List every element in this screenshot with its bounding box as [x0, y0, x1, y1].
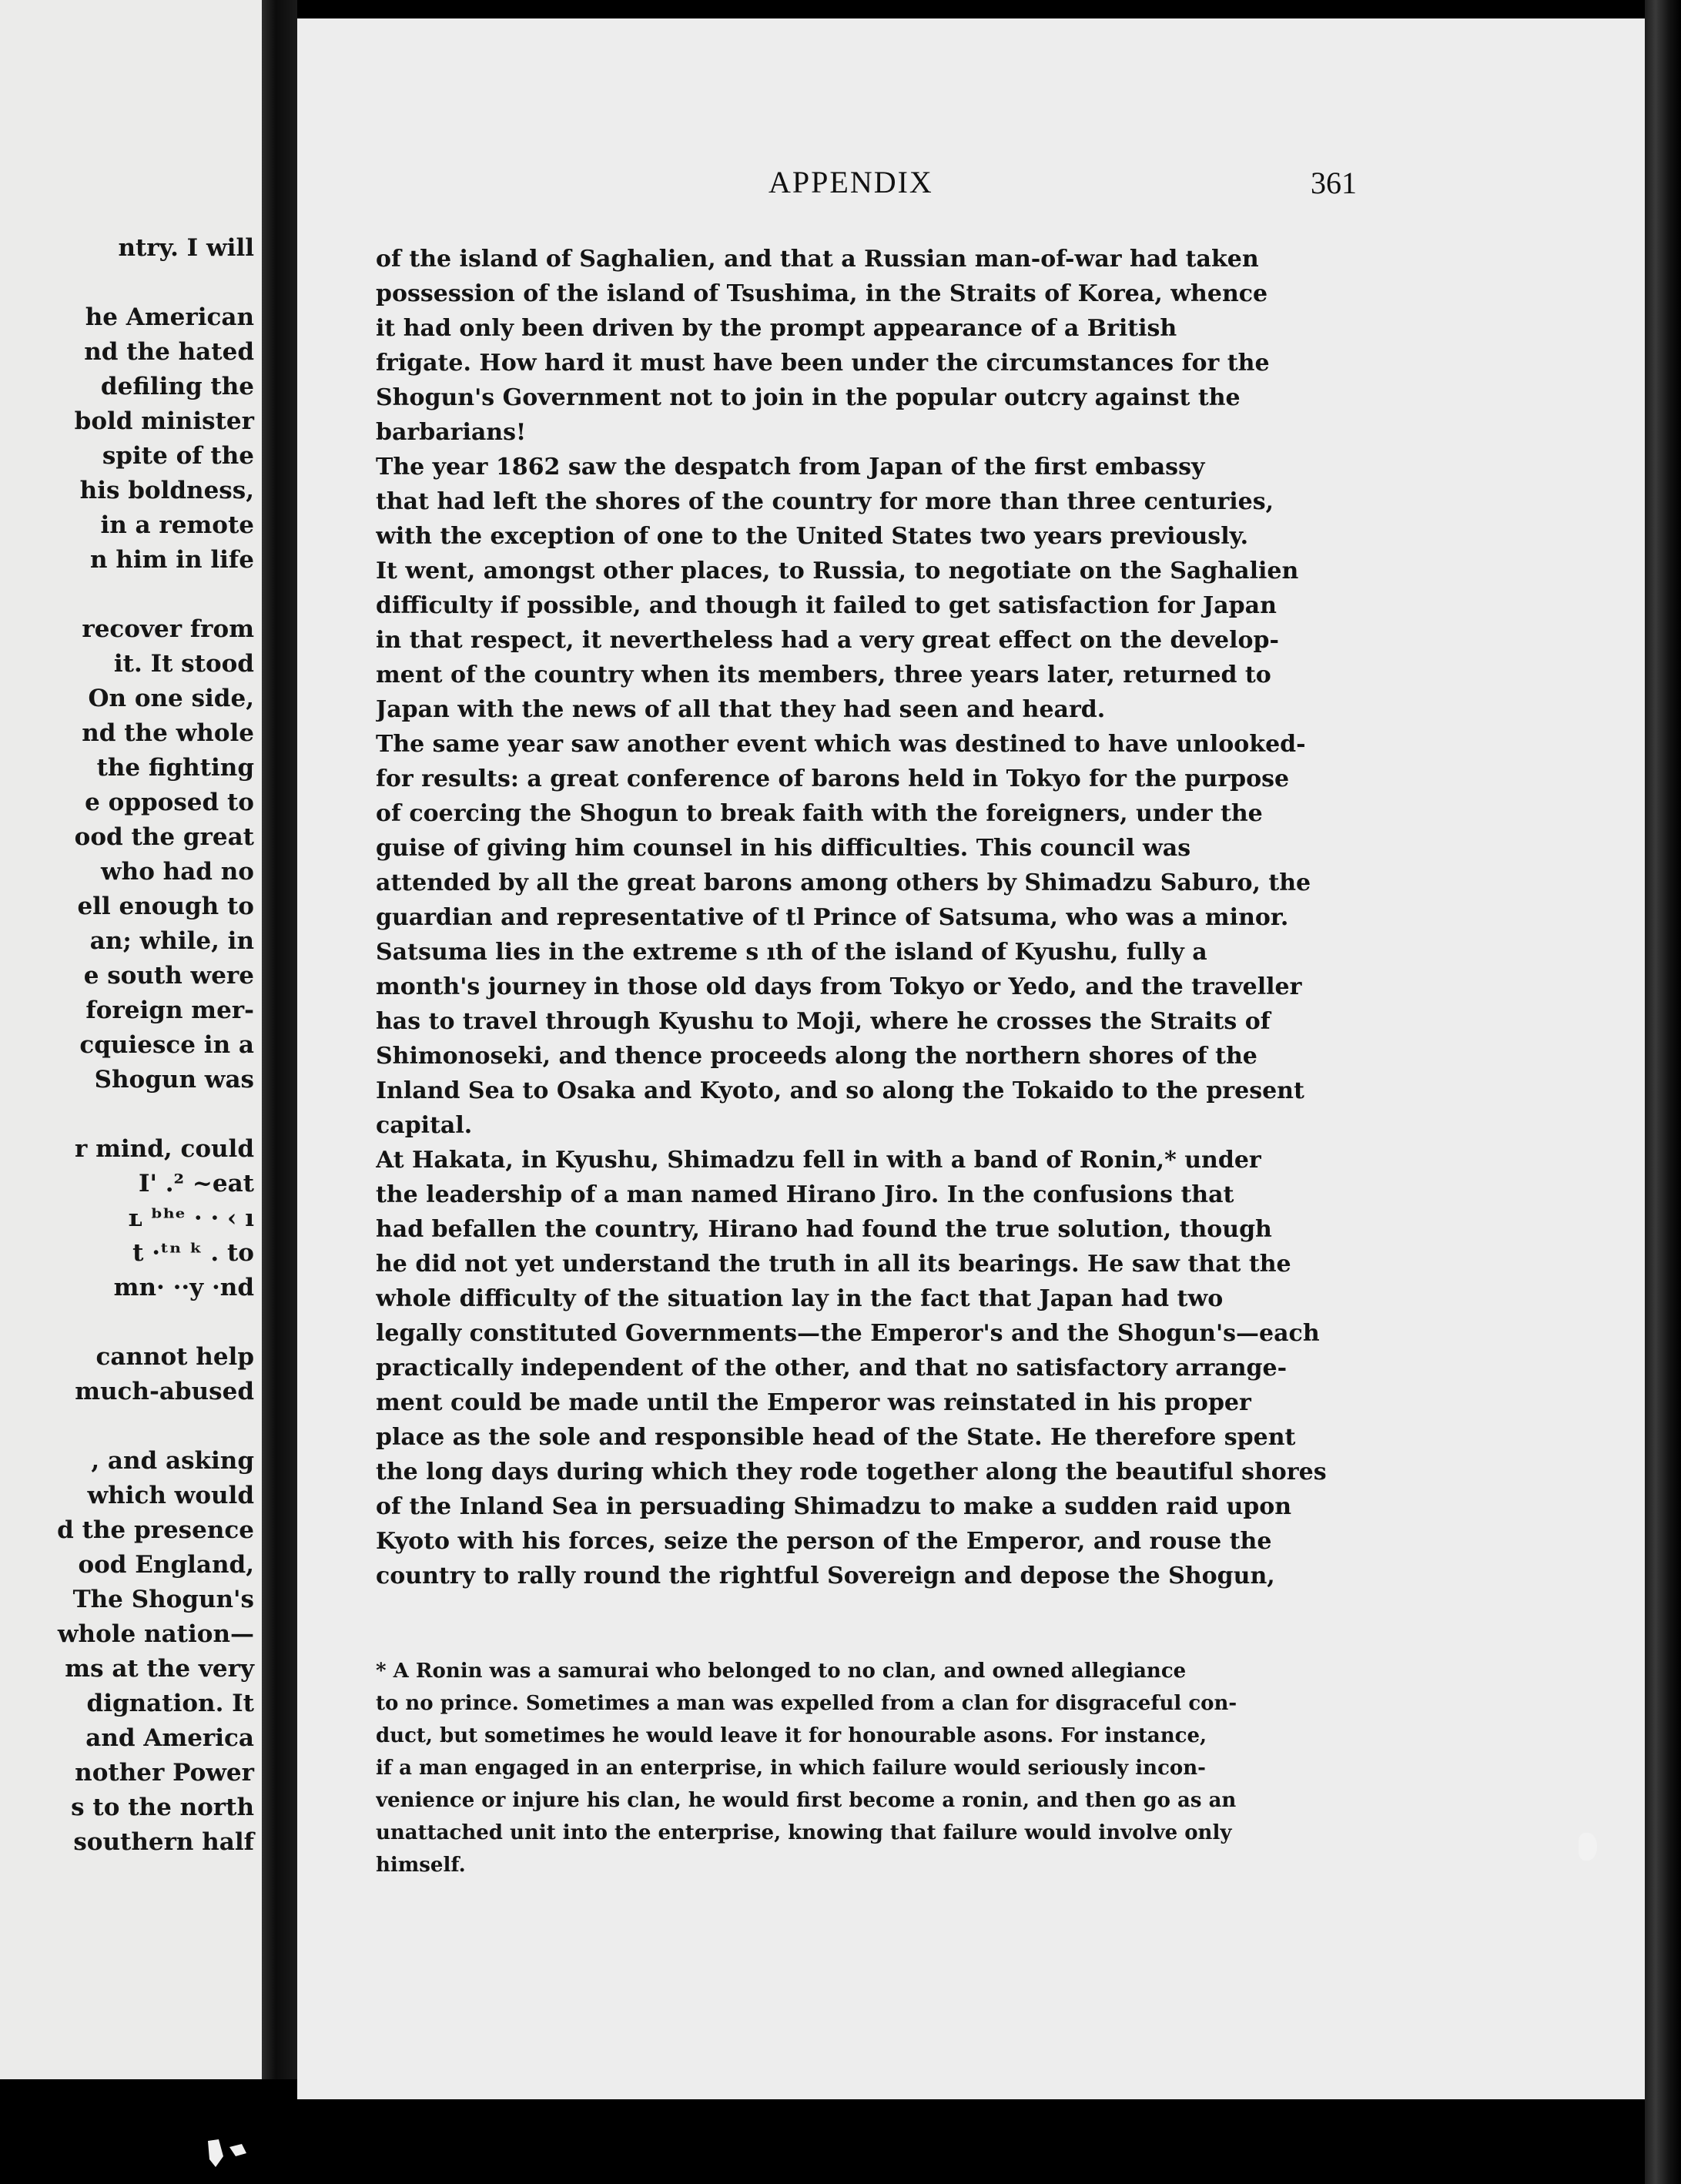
body-line: has to travel through Kyushu to Moji, where he crosses the Straits of: [376, 1008, 1271, 1035]
left-page-line: n him in life: [90, 546, 254, 574]
body-line: that had left the shores of the country for more than three centuries,: [376, 488, 1274, 515]
body-line: with the exception of one to the United States two years previously.: [376, 523, 1249, 550]
left-page-line: it. It stood: [113, 650, 254, 678]
left-page-line: ood the great: [74, 823, 254, 851]
body-line: the long days during which they rode together along the beautiful shores: [376, 1459, 1327, 1486]
left-page: [0, 0, 262, 2079]
left-page-text: [0, 231, 254, 1860]
book-gutter: [262, 0, 297, 2079]
left-page-line: The Shogun's: [72, 1586, 254, 1613]
footnote: [376, 1655, 1365, 1881]
left-page-line: nother Power: [75, 1759, 254, 1787]
body-line: country to rally round the rightful Sovereign and depose the Shogun,: [376, 1563, 1275, 1589]
left-page-line: nd the hated: [84, 338, 254, 366]
body-line: practically independent of the other, and that no satisfactory arrange-: [376, 1355, 1288, 1382]
right-page: [297, 18, 1645, 2099]
body-line: month's journey in those old days from Tokyo or Yedo, and the traveller: [376, 973, 1302, 1000]
left-page-line: an; while, in: [89, 927, 254, 955]
left-page-line: s to the north: [71, 1794, 254, 1821]
body-line: guardian and representative of tl Prince of Satsuma, who was a minor.: [376, 904, 1289, 931]
left-page-line: nd the whole: [82, 719, 254, 747]
left-page-line: bold minister: [74, 407, 254, 435]
body-line: had befallen the country, Hirano had found the true solution, though: [376, 1216, 1272, 1243]
left-page-line: defiling the: [100, 373, 254, 400]
body-line: ment could be made until the Emperor was reinstated in his proper: [376, 1389, 1251, 1416]
body-line: Inland Sea to Osaka and Kyoto, and so along the Tokaido to the present: [376, 1077, 1304, 1104]
body-line: of the Inland Sea in persuading Shimadzu to make a sudden raid upon: [376, 1493, 1292, 1520]
left-page-line: dignation. It: [86, 1690, 254, 1717]
left-page-line: e south were: [83, 962, 254, 990]
body-line: the leadership of a man named Hirano Jiro. In the confusions that: [376, 1181, 1234, 1208]
edge-mark: [1579, 1833, 1597, 1861]
body-line: frigate. How hard it must have been under the circumstances for the: [376, 350, 1270, 377]
body-line: of coercing the Shogun to break faith with the foreigners, under the: [376, 800, 1263, 827]
body-line: It went, amongst other places, to Russia, to negotiate on the Saghalien: [376, 558, 1299, 585]
body-line: Shogun's Government not to join in the popular outcry against the: [376, 384, 1241, 411]
footnote-line: to no prince. Sometimes a man was expelled from a clan for disgraceful con-: [376, 1692, 1237, 1715]
left-page-line: [0, 1409, 254, 1444]
left-page-line: spite of the: [102, 442, 254, 470]
body-line: he did not yet understand the truth in all its bearings. He saw that the: [376, 1251, 1291, 1278]
scan-mark: [202, 2133, 263, 2172]
left-page-line: he American: [85, 303, 254, 331]
footnote-line: venience or injure his clan, he would first become a ronin, and then go as an: [376, 1789, 1237, 1812]
body-line: ment of the country when its members, three years later, returned to: [376, 662, 1271, 688]
body-line: The year 1862 saw the despatch from Japan of the first embassy: [376, 454, 1205, 481]
left-page-line: [0, 1097, 254, 1132]
left-page-line: much-abused: [75, 1378, 254, 1405]
body-line: Japan with the news of all that they had seen and heard.: [376, 696, 1106, 723]
left-page-line: d the presence: [57, 1516, 254, 1544]
body-line: legally constituted Governments—the Emperor's and the Shogun's—each: [376, 1320, 1320, 1347]
body-line: for results: a great conference of barons held in Tokyo for the purpose: [376, 765, 1290, 792]
left-page-line: ood England,: [78, 1551, 254, 1579]
left-page-line: who had no: [100, 858, 254, 886]
left-page-line: cquiesce in a: [79, 1031, 254, 1059]
body-line: guise of giving him counsel in his difficulties. This council was: [376, 835, 1191, 862]
left-page-line: ʟ ᵇʰᵉ · · ‹ ı: [127, 1204, 254, 1232]
body-line: of the island of Saghalien, and that a Russian man-of-war had taken: [376, 246, 1259, 273]
page-number: 361: [1311, 166, 1357, 200]
left-page-line: his boldness,: [79, 477, 254, 504]
left-page-line: ntry. I will: [118, 234, 254, 262]
body-line: whole difficulty of the situation lay in the fact that Japan had two: [376, 1285, 1224, 1312]
running-head: APPENDIX: [769, 165, 933, 199]
left-page-line: t ·ᵗⁿ ᵏ . to: [132, 1239, 254, 1267]
left-page-line: cannot help: [95, 1343, 254, 1371]
body-line: At Hakata, in Kyushu, Shimadzu fell in with a band of Ronin,* under: [376, 1147, 1261, 1174]
left-page-line: the fighting: [96, 754, 254, 782]
left-page-line: whole nation—: [57, 1620, 254, 1648]
footnote-line: himself.: [376, 1854, 466, 1877]
body-line: attended by all the great barons among others by Shimadzu Saburo, the: [376, 869, 1311, 896]
footnote-line: if a man engaged in an enterprise, in which failure would seriously incon-: [376, 1757, 1206, 1780]
body-line: difficulty if possible, and though it failed to get satisfaction for Japan: [376, 592, 1277, 619]
left-page-line: recover from: [82, 615, 254, 643]
body-line: Satsuma lies in the extreme s ıth of the island of Kyushu, fully a: [376, 939, 1207, 966]
left-page-line: On one side,: [88, 685, 254, 712]
body-line: it had only been driven by the prompt appearance of a British: [376, 315, 1177, 342]
left-page-line: southern half: [73, 1828, 254, 1856]
left-page-line: r mind, could: [74, 1135, 254, 1163]
body-line: barbarians!: [376, 419, 527, 446]
left-page-line: [0, 266, 254, 300]
page-edge: [1645, 0, 1681, 2184]
left-page-line: , and asking: [91, 1447, 254, 1475]
left-page-line: [0, 578, 254, 612]
body-text: [376, 242, 1365, 1593]
body-line: capital.: [376, 1112, 473, 1139]
left-page-line: e opposed to: [85, 789, 254, 816]
left-page-line: and America: [85, 1724, 254, 1752]
left-page-line: mn· ··y ·nd: [113, 1274, 254, 1301]
body-line: in that respect, it nevertheless had a very great effect on the develop-: [376, 627, 1279, 654]
footnote-line: unattached unit into the enterprise, knowing that failure would involve only: [376, 1821, 1232, 1844]
left-page-line: in a remote: [100, 511, 254, 539]
footnote-line: * A Ronin was a samurai who belonged to no clan, and owned allegiance: [376, 1660, 1187, 1683]
left-page-line: [0, 1305, 254, 1340]
body-line: Kyoto with his forces, seize the person of the Emperor, and rouse the: [376, 1528, 1272, 1555]
left-page-line: which would: [87, 1482, 254, 1509]
body-line: place as the sole and responsible head of the State. He therefore spent: [376, 1424, 1296, 1451]
left-page-line: foreign mer-: [85, 997, 254, 1024]
left-page-line: I' .² ~eat: [138, 1170, 254, 1198]
body-line: possession of the island of Tsushima, in the Straits of Korea, whence: [376, 280, 1268, 307]
left-page-line: ms at the very: [65, 1655, 254, 1683]
footnote-line: duct, but sometimes he would leave it for honourable asons. For instance,: [376, 1724, 1207, 1747]
left-page-line: ell enough to: [77, 893, 254, 920]
body-line: Shimonoseki, and thence proceeds along the northern shores of the: [376, 1043, 1257, 1070]
body-line: The same year saw another event which was destined to have unlooked-: [376, 731, 1306, 758]
left-page-line: Shogun was: [94, 1066, 254, 1094]
